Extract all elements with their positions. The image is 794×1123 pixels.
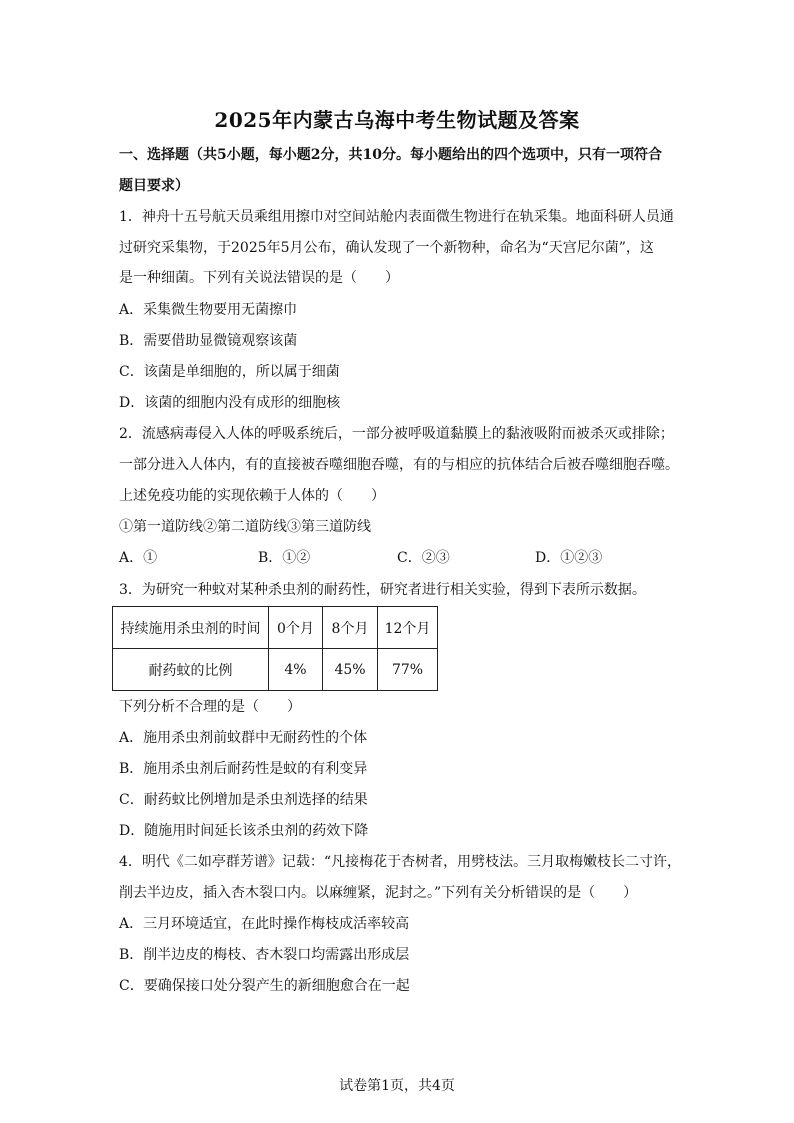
q3-stem: 3．为研究一种蚊对某种杀虫剂的耐药性，研究者进行相关实验，得到下表所示数据。 — [119, 582, 646, 598]
table-cell: 4% — [269, 649, 323, 691]
q2-stem-line: 上述免疫功能的实现依赖于人体的（ ） — [119, 488, 385, 504]
section-heading-cont: 题目要求） — [119, 178, 189, 194]
q1-stem-line: 是一种细菌。下列有关说法错误的是（ ） — [119, 270, 399, 286]
q3-option-a: A．施用杀虫剂前蚊群中无耐药性的个体 — [119, 730, 368, 746]
resistance-table — [112, 606, 438, 691]
table-cell: 持续施用杀虫剂的时间 — [113, 607, 269, 649]
q2-stem-line: 2．流感病毒侵入人体的呼吸系统后，一部分被呼吸道黏膜上的黏液吸附而被杀灭或排除； — [119, 426, 674, 442]
section-heading: 一、选择题（共5小题，每小题2分，共10分。每小题给出的四个选项中，只有一项符合 — [119, 147, 662, 163]
q1-stem-line: 1．神舟十五号航天员乘组用擦巾对空间站舱内表面微生物进行在轨采集。地面科研人员通 — [119, 209, 674, 225]
q2-stem-line: 一部分进入人体内，有的直接被吞噬细胞吞噬，有的与相应的抗体结合后被吞噬细胞吞噬。 — [119, 457, 679, 473]
q4-stem-line: 4．明代《二如亭群芳谱》记载：“凡接梅花于杏树者，用劈枝法。三月取梅嫩枝长二寸许， — [119, 854, 682, 870]
q2-options-row — [119, 548, 684, 568]
q4-stem-line: 削去半边皮，插入杏木裂口内。以麻缠紧，泥封之。”下列有关分析错误的是（ ） — [119, 885, 638, 901]
table-cell: 0个月 — [269, 607, 323, 649]
table-cell: 45% — [323, 649, 378, 691]
q4-option-a: A．三月环境适宜，在此时操作梅枝成活率较高 — [119, 916, 410, 932]
q3-option-b: B．施用杀虫剂后耐药性是蚊的有利变异 — [119, 761, 368, 777]
q4-option-c: C．要确保接口处分裂产生的新细胞愈合在一起 — [119, 978, 410, 994]
q1-stem-line: 过研究采集物，于2025年5月公布，确认发现了一个新物种，命名为“天宫尼尔菌”，这 — [119, 240, 654, 256]
table-row — [113, 607, 438, 649]
q2-option-d: D．①②③ — [535, 550, 603, 566]
table-cell: 12个月 — [378, 607, 438, 649]
q2-option-b: B．①② — [258, 550, 311, 566]
table-cell: 耐药蚊的比例 — [113, 649, 269, 691]
table-row — [113, 649, 438, 691]
page-title: 2025年内蒙古乌海中考生物试题及答案 — [214, 108, 580, 132]
q1-option-d: D．该菌的细胞内没有成形的细胞核 — [119, 395, 341, 411]
page-footer: 试卷第1页，共4页 — [339, 1078, 455, 1094]
q2-choices-line: ①第一道防线②第二道防线③第三道防线 — [119, 519, 371, 535]
q2-option-a: A．① — [119, 550, 158, 566]
q3-option-d: D．随施用时间延长该杀虫剂的药效下降 — [119, 823, 369, 839]
q1-option-c: C．该菌是单细胞的，所以属于细菌 — [119, 364, 340, 380]
q3-option-c: C．耐药蚊比例增加是杀虫剂选择的结果 — [119, 792, 368, 808]
q4-option-b: B．削半边皮的梅枝、杏木裂口均需露出形成层 — [119, 947, 410, 963]
q3-question: 下列分析不合理的是（ ） — [119, 699, 301, 715]
q1-option-b: B．需要借助显微镜观察该菌 — [119, 333, 298, 349]
q1-option-a: A．采集微生物要用无菌擦巾 — [119, 302, 298, 318]
table-cell: 77% — [378, 649, 438, 691]
table-cell: 8个月 — [323, 607, 378, 649]
q2-option-c: C．②③ — [397, 550, 450, 566]
